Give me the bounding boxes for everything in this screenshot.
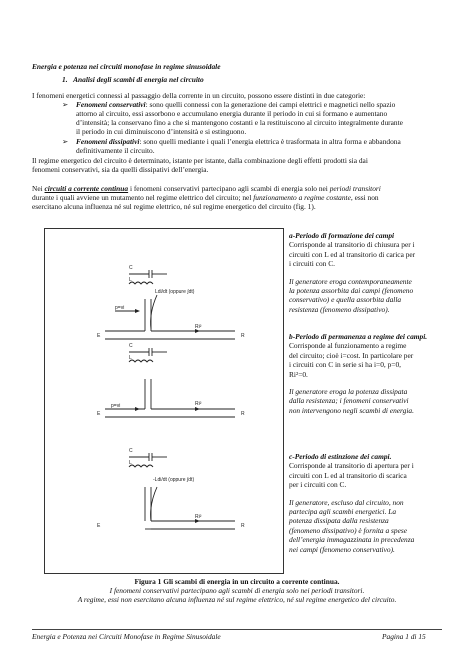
bullet-conservativi-line2: attorno al circuito, essi assorbono e accumulano energia durante il periodo in cui si formano e aumentano bbox=[76, 109, 388, 118]
period-b-line: Corrisponde al funzionamento a regime bbox=[289, 341, 407, 351]
figure-caption-title: Figura 1 Gli scambi di energia in un circuito a corrente continua. bbox=[134, 577, 340, 586]
document-heading: Energia e potenza nei circuiti monofase in regime sinusoidale bbox=[32, 62, 221, 71]
period-c-line: circuiti con L ed al transitorio di scarica bbox=[289, 470, 407, 480]
period-a-italic: resistenza (fenomeno dissipativo). bbox=[289, 304, 390, 314]
resistor-label: R bbox=[241, 523, 245, 529]
ri2-label: Ri² bbox=[195, 514, 202, 520]
period-a-line: Corrisponde al transitorio di chiusura per i bbox=[289, 240, 415, 250]
bullet-text: : sono quelli mediante i quali l’energia elettrica è trasformata in altra forma e abbandona bbox=[139, 137, 401, 146]
bullet-term: Fenomeni conservativi bbox=[76, 100, 146, 109]
source-label: E bbox=[97, 411, 101, 417]
ri2-label: Ri² bbox=[195, 324, 202, 330]
bullet-dissipativi-line2: definitivamente il circuito. bbox=[76, 146, 155, 155]
period-a-text bbox=[289, 231, 439, 314]
cap-label: C bbox=[129, 343, 133, 349]
bullet-arrow-icon: ➢ bbox=[62, 137, 69, 146]
inductor-label: L bbox=[129, 355, 132, 361]
intro-paragraph: I fenomeni energetici connessi al passaggio della corrente in un circuito, possono essere distinti in due categorie: bbox=[32, 91, 366, 100]
page-number: Pagina 1 di 15 bbox=[382, 632, 426, 641]
cap-label: C bbox=[129, 448, 133, 454]
text-run-emph: circuiti a corrente continua bbox=[44, 184, 129, 193]
text-run: Nei bbox=[32, 184, 45, 193]
period-a-italic: Il generatore eroga contemporaneamente bbox=[289, 276, 412, 286]
cap-label: C bbox=[129, 265, 133, 271]
period-a-line: circuiti con L ed al transitorio di carica per bbox=[289, 249, 416, 259]
period-a-heading: a-Periodo di formazione dei campi bbox=[289, 231, 395, 240]
bullet-conservativi-line4: il periodo in cui diminuiscono d’intensità e si estinguono. bbox=[76, 127, 247, 136]
period-c-italic: Il generatore, escluso dal circuito, non bbox=[289, 497, 404, 507]
inductor-label: L bbox=[129, 277, 132, 283]
source-label: E bbox=[97, 523, 101, 529]
period-b-line: del circuito; cioè i=cost. In particolare per bbox=[289, 350, 414, 360]
period-c-italic: potenza dissipata dalla resistenza bbox=[289, 516, 389, 526]
resistor-label: R bbox=[241, 333, 245, 339]
period-c-italic: nei campi (fenomeno conservativo). bbox=[289, 544, 395, 554]
period-c-italic: (fenomeno dissipativo) è fornita a spese bbox=[289, 525, 408, 535]
figure-caption-line2: A regime, essi non esercitano alcuna influenza né sul regime elettrico, né sul regime energetico del circuito. bbox=[77, 595, 397, 604]
text-run-emph: periodi transitori bbox=[329, 184, 381, 193]
period-b-text bbox=[289, 332, 439, 415]
text-run-emph: funzionamento a regime costante bbox=[253, 193, 351, 202]
bullet-arrow-icon: ➢ bbox=[62, 100, 69, 109]
source-label: E bbox=[97, 333, 101, 339]
period-b-heading: b-Periodo di permanenza a regime dei campi. bbox=[289, 332, 428, 341]
power-label: p=vi bbox=[111, 403, 121, 409]
period-b-line: Ri²=0. bbox=[289, 369, 308, 379]
ldi-label: Ldi/dt (oppure ∫dt) bbox=[155, 289, 195, 295]
inductor-label: L bbox=[129, 460, 132, 466]
period-b-line: i circuiti con C in serie si ha i=0, p=0, bbox=[289, 360, 401, 370]
footer-title: Energia e Potenza nei Circuiti Monofase in Regime Sinusoidale bbox=[32, 632, 221, 641]
text-run: , essi non bbox=[350, 193, 379, 202]
period-c-line: per i circuiti con C. bbox=[289, 480, 347, 490]
period-c-italic: partecipa agli scambi energetici. La bbox=[289, 507, 397, 517]
ri2-label: Ri² bbox=[195, 401, 202, 407]
period-a-italic: la potenza assorbita dai campi (fenomeno bbox=[289, 286, 414, 296]
cc-paragraph-line3: esercitano alcuna influenza né sul regime elettrico, né sul regime energetico del circuito (fig. 1). bbox=[32, 202, 316, 211]
regime-paragraph-line2: fenomeni conservativi, sia da quelli dissipativi dell’energia. bbox=[32, 165, 209, 174]
section-title: 1. Analisi degli scambi di energia nel circuito bbox=[62, 75, 204, 84]
period-c-text bbox=[289, 452, 439, 554]
circuit-diagrams bbox=[45, 229, 283, 573]
period-b-italic: dalla resistenza; i fenomeni conservativi bbox=[289, 396, 409, 406]
period-a-italic: conservativo) e quella assorbita dalla bbox=[289, 295, 402, 305]
period-c-heading: c-Periodo di estinzione dei campi. bbox=[289, 452, 392, 461]
footer-rule bbox=[32, 629, 442, 630]
power-label: p=vi bbox=[115, 305, 125, 311]
bullet-conservativi-line3: d’intensità; la conservano fino a che si mantengono costanti e la restituiscono al circuito integralmente durante bbox=[76, 118, 403, 127]
period-b-italic: non intervengono negli scambi di energia. bbox=[289, 405, 414, 415]
period-c-italic: dell’energia immagazzinata in precedenza bbox=[289, 535, 415, 545]
bullet-term: Fenomeni dissipativi bbox=[76, 137, 140, 146]
figure-1-box bbox=[44, 228, 284, 574]
regime-paragraph-line1: Il regime energetico del circuito è determinato, istante per istante, dalla combinazione degli effetti prodotti sia dai bbox=[32, 156, 368, 165]
ldi-label-negative: -Ldi/dt (oppure ∫dt) bbox=[153, 477, 195, 483]
figure-caption-line1: I fenomeni conservativi partecipano agli scambi di energia solo nei periodi transitori. bbox=[109, 586, 365, 595]
bullet-text: : sono quelli connessi con la generazione dei campi elettrici e magnetici nello spazio bbox=[145, 100, 396, 109]
period-a-line: i circuiti con C. bbox=[289, 259, 335, 269]
period-c-line: Corrisponde al transitorio di apertura per i bbox=[289, 461, 414, 471]
text-run: i fenomeni conservativi partecipano agli scambi di energia solo nei bbox=[128, 184, 330, 193]
text-run: durante i quali avviene un mutamento nel regime elettrico del circuito; nel bbox=[32, 193, 254, 202]
period-b-italic: Il generatore eroga la potenza dissipata bbox=[289, 387, 408, 397]
resistor-label: R bbox=[241, 411, 245, 417]
